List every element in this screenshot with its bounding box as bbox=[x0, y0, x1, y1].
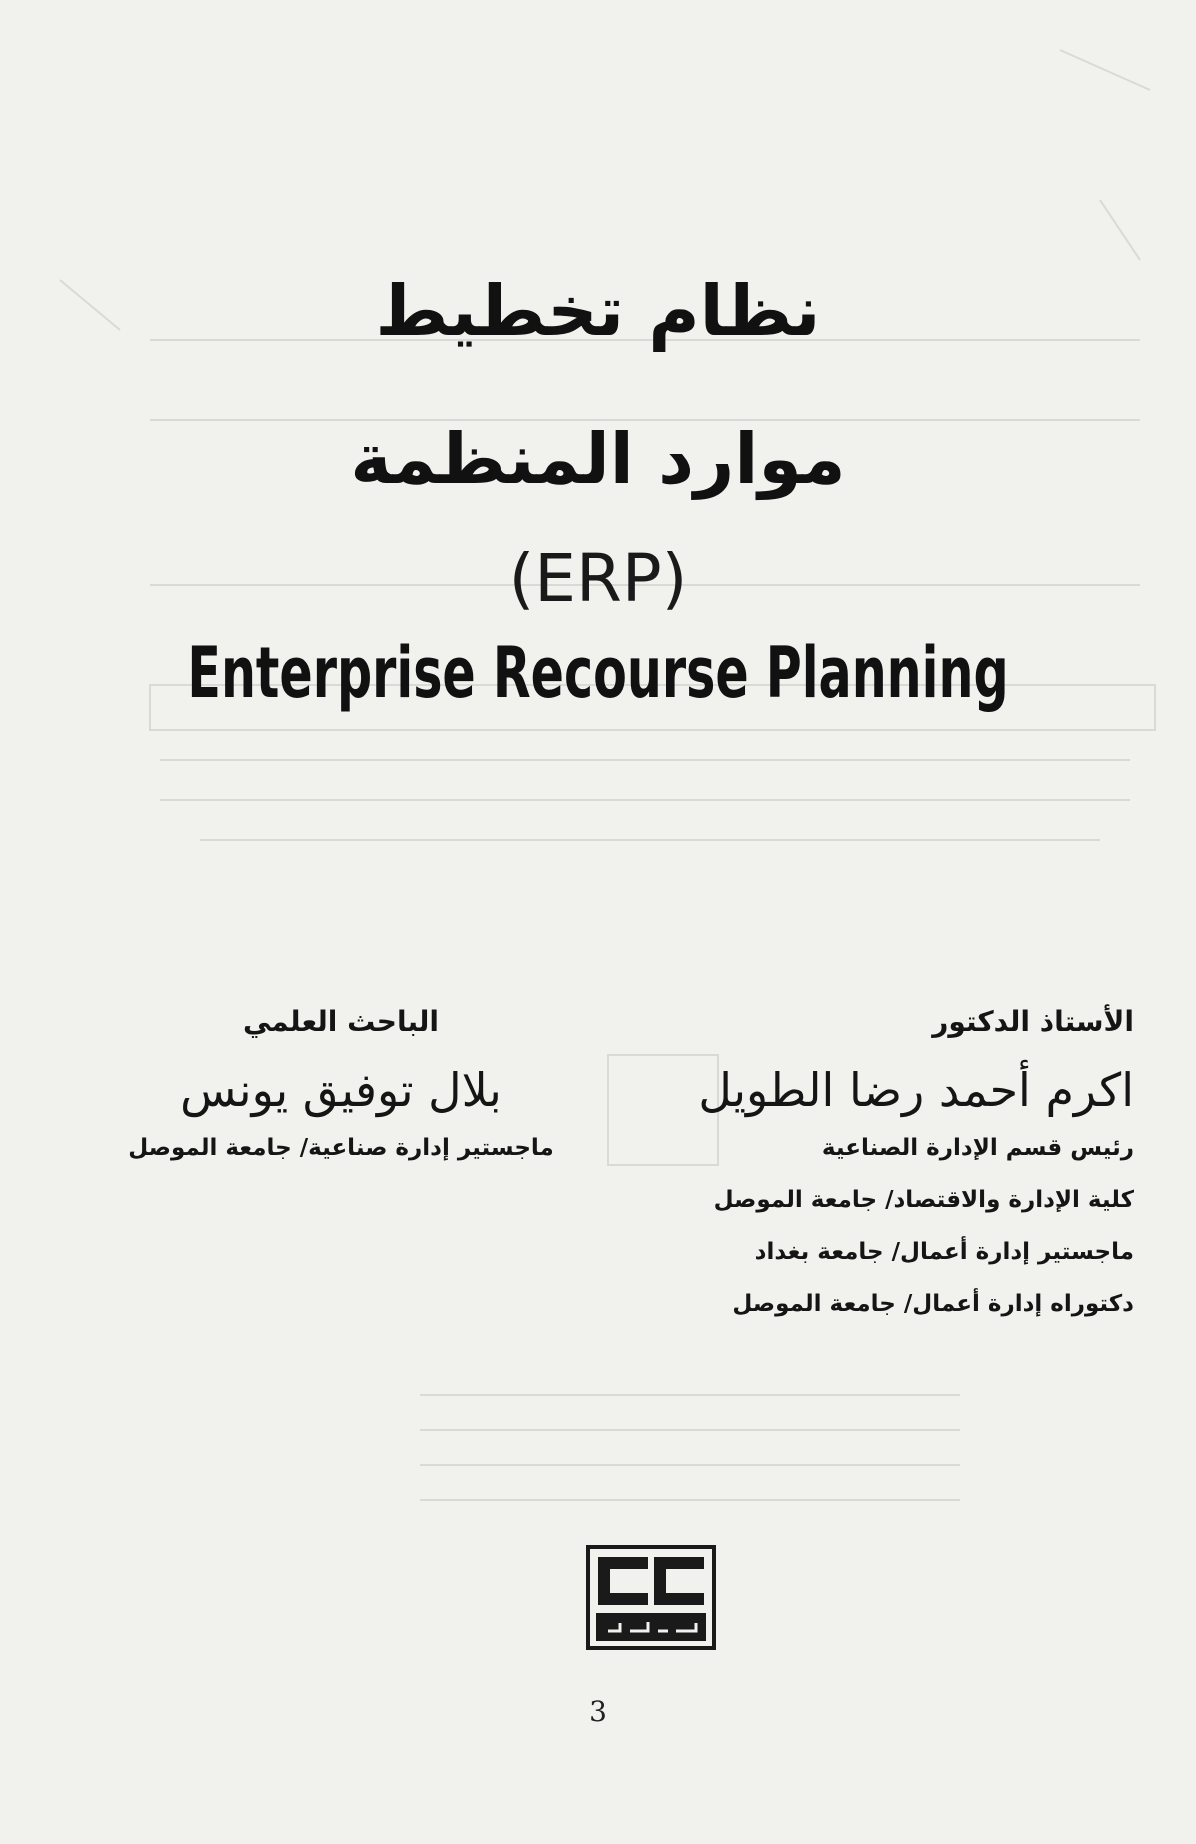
second-author-block bbox=[116, 1005, 566, 1187]
publisher-logo-icon bbox=[586, 1545, 716, 1650]
title-abbreviation: (ERP) bbox=[508, 540, 688, 617]
title-line-2: موارد المنظمة bbox=[350, 418, 846, 500]
second-author-name: بلال توفيق يونس bbox=[180, 1063, 502, 1117]
title-line-1: نظام تخطيط bbox=[375, 270, 821, 352]
second-author-credential: ماجستير إدارة صناعية/ جامعة الموصل bbox=[128, 1135, 554, 1161]
main-author-credential: كلية الإدارة والاقتصاد/ جامعة الموصل bbox=[713, 1187, 1134, 1213]
main-author-role: الأستاذ الدكتور bbox=[932, 1005, 1134, 1038]
main-author-credential: ماجستير إدارة أعمال/ جامعة بغداد bbox=[754, 1239, 1134, 1265]
second-author-role: الباحث العلمي bbox=[242, 1005, 440, 1038]
main-author-block bbox=[614, 1005, 1134, 1343]
main-author-credential: دكتوراه إدارة أعمال/ جامعة الموصل bbox=[732, 1291, 1134, 1317]
main-author-name: اكرم أحمد رضا الطويل bbox=[698, 1063, 1134, 1117]
main-author-credential: رئيس قسم الإدارة الصناعية bbox=[821, 1135, 1134, 1161]
english-title: Enterprise Recourse Planning bbox=[187, 632, 1009, 714]
page-number: 3 bbox=[589, 1695, 607, 1728]
